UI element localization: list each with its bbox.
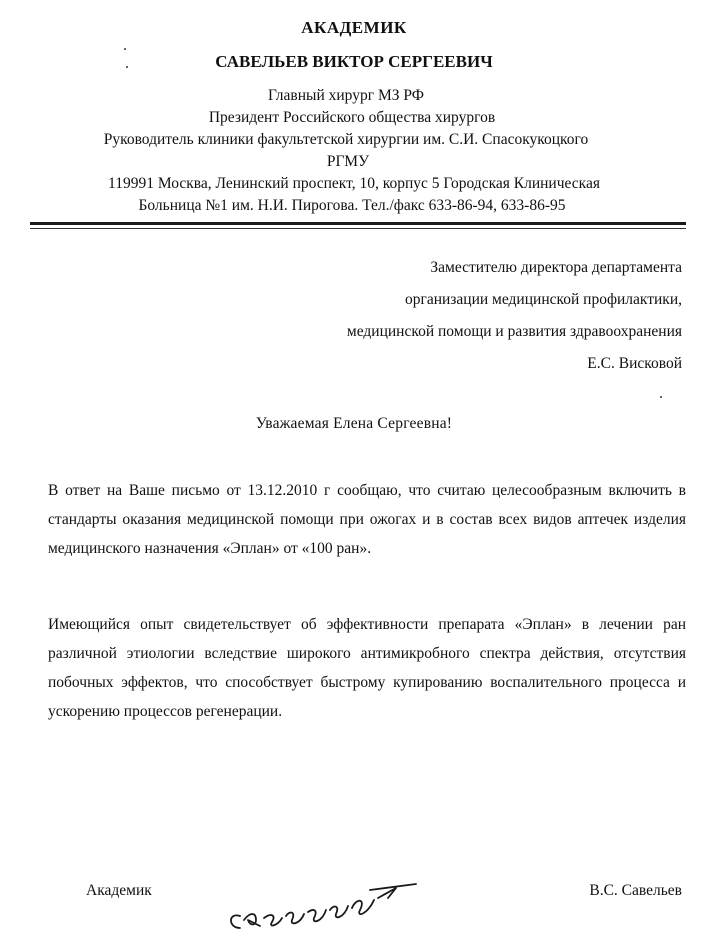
body-paragraph: Имеющийся опыт свидетельствует об эффективности препарата «Эплан» в лечении ран различной этиологии вследствие широкого антимикробного спектра действия, отсутствия побочных эффектов, что способствует быстрому купированию воспалительного процесса и ускорению процессов регенерации. [48, 616, 686, 720]
addressee-line: организации медицинской профилактики, [404, 291, 682, 308]
signatory-name: В.С. Савельев [589, 882, 682, 899]
letterhead-divider-thin [30, 228, 686, 229]
scan-speck [660, 396, 662, 398]
addressee-line: Заместителю директора департамента [430, 259, 682, 276]
letterhead-title: АКАДЕМИК [301, 18, 407, 37]
letterhead-clinic: Руководитель клиники факультетской хирургии им. С.И. Спасокукоцкого [103, 131, 589, 148]
addressee-name: Е.С. Висковой [587, 355, 682, 372]
scan-speck [124, 48, 126, 50]
addressee-block [347, 252, 682, 380]
addressee-line: медицинской помощи и развития здравоохранения [346, 323, 682, 340]
letterhead-hospital-phone: Больница №1 им. Н.И. Пирогова. Тел./факс 633-86-94, 633-86-95 [138, 197, 566, 214]
letterhead-position: Главный хирург МЗ РФ [268, 87, 424, 104]
salutation: Уважаемая Елена Сергеевна! [255, 415, 453, 432]
signature-title: Академик [86, 882, 152, 899]
letterhead-address: 119991 Москва, Ленинский проспект, 10, корпус 5 Городская Клиническая [108, 175, 600, 192]
letterhead-society: Президент Российского общества хирургов [208, 109, 496, 126]
letterhead-name: САВЕЛЬЕВ ВИКТОР СЕРГЕЕВИЧ [215, 52, 493, 71]
handwritten-signature [220, 868, 430, 940]
letterhead-divider-thick [30, 222, 686, 225]
letterhead-university: РГМУ [326, 153, 370, 170]
scan-speck [126, 66, 128, 68]
body-paragraph: В ответ на Ваше письмо от 13.12.2010 г сообщаю, что считаю целесообразным включить в стандарты оказания медицинской помощи при ожогах и в состав всех видов аптечек изделия медицинского назначения «Эплан» от «100 ран». [48, 482, 686, 557]
